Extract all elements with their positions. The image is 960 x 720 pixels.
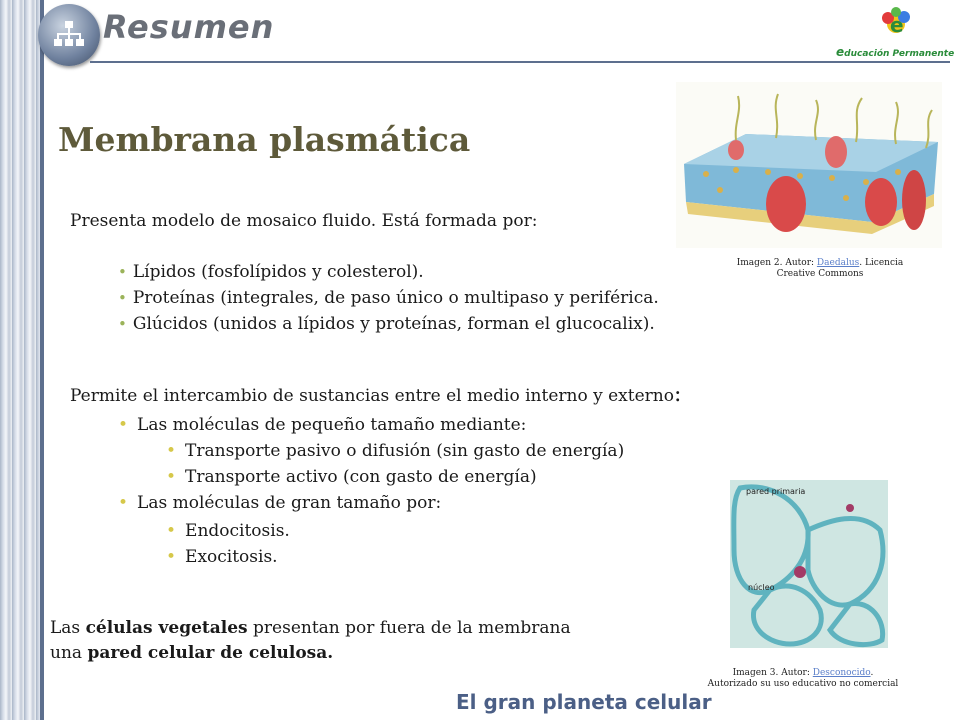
header-divider <box>90 61 950 63</box>
intro-text: Presenta modelo de mosaico fluido. Está formada por: <box>70 211 538 231</box>
list-item: • Endocitosis. <box>166 518 290 544</box>
plant-cells-line-2: una pared celular de celulosa. <box>50 643 334 663</box>
plant-cells-line-1: Las células vegetales presentan por fuera de la membrana <box>50 618 571 638</box>
image3-author-link[interactable]: Desconocido <box>812 668 871 678</box>
plant-cell-micrograph-image <box>730 480 888 648</box>
list-item: • Transporte activo (con gasto de energía) <box>166 464 624 490</box>
list-item: • Lípidos (fosfolípidos y colesterol). <box>118 259 659 285</box>
left-decorative-border <box>0 0 40 720</box>
list-item: • Transporte pasivo o difusión (sin gasto de energía) <box>166 438 624 464</box>
wall-label: pared primaria <box>746 487 806 496</box>
large-molecules-heading <box>118 490 441 516</box>
membrane-diagram-image <box>676 82 942 248</box>
components-list <box>118 259 659 337</box>
list-item: • Glúcidos (unidos a lípidos y proteínas, forman el glucocalix). <box>118 311 659 337</box>
exchange-text: Permite el intercambio de sustancias entre el medio interno y externo: <box>70 382 682 407</box>
image2-caption: Imagen 2. Autor: Daedalus. Licencia Creative Commons <box>736 258 904 279</box>
small-molecules-list <box>166 438 624 490</box>
nucleus-label: núcleo <box>748 583 775 592</box>
left-border-edge <box>40 0 44 720</box>
footer-title: El gran planeta celular <box>456 690 712 714</box>
image3-caption: Imagen 3. Autor: Desconocido. Autorizado su uso educativo no comercial <box>707 668 899 689</box>
large-molecules-list <box>166 518 290 570</box>
list-item: • Las moléculas de gran tamaño por: <box>118 490 441 516</box>
small-molecules-heading <box>118 412 526 438</box>
section-title: Resumen <box>103 8 275 46</box>
brand-text: educación Permanente <box>836 45 955 59</box>
list-item: • Exocitosis. <box>166 544 290 570</box>
slide-title: Membrana plasmática <box>58 120 471 159</box>
list-item: • Proteínas (integrales, de paso único o multipaso y periférica. <box>118 285 659 311</box>
image2-author-link[interactable]: Daedalus <box>816 258 860 268</box>
list-item: • Las moléculas de pequeño tamaño mediante: <box>118 412 526 438</box>
brand-letter: e <box>890 13 904 37</box>
sitemap-icon[interactable] <box>38 4 100 66</box>
